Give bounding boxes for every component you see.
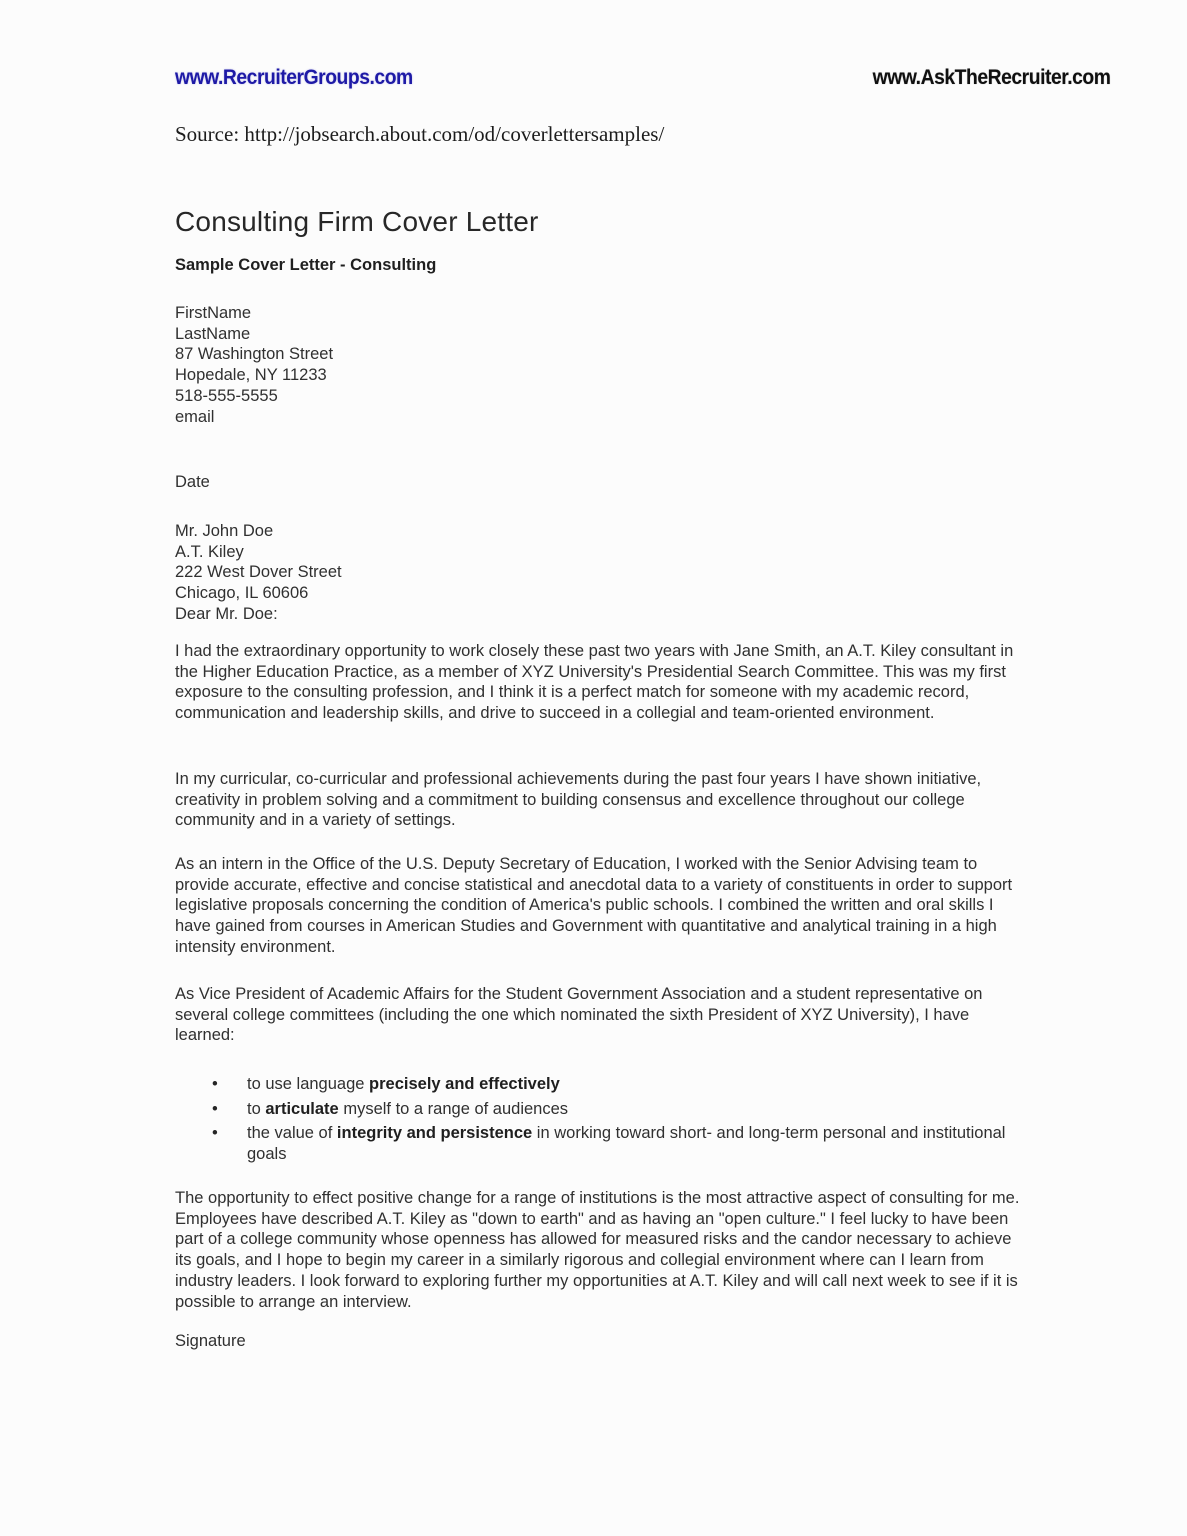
body-paragraph: The opportunity to effect positive change for a range of institutions is the most attractive aspect of consulting for me. Employees have described A.T. Kiley as "down to earth" and as having an "open culture." I feel lucky to have been part of a college community whose openness has allowed for measured risks and the candor necessary to achieve its goals, and I hope to begin my career in a similarly rigorous and collegial environment where can I learn from industry leaders. I look forward to exploring further my opportunities at A.T. Kiley and will call next week to see if it is possible to arrange an interview. bbox=[175, 1189, 1020, 1311]
sender-street: 87 Washington Street bbox=[175, 345, 334, 364]
sender-last-name: LastName bbox=[175, 324, 251, 343]
sender-city-state-zip: Hopedale, NY 11233 bbox=[175, 366, 327, 385]
body-paragraph: As Vice President of Academic Affairs for the Student Government Association and a student representative on several college committees (including the one which nominated the sixth President of XYZ University), I have learned: bbox=[175, 985, 983, 1045]
sender-phone: 518-555-5555 bbox=[175, 386, 278, 405]
recipient-city-state-zip: Chicago, IL 60606 bbox=[175, 584, 309, 603]
sender-address-block bbox=[175, 303, 1020, 427]
recipient-street: 222 West Dover Street bbox=[175, 563, 342, 582]
salutation: Dear Mr. Doe: bbox=[175, 604, 278, 623]
signature-label: Signature bbox=[175, 1332, 246, 1350]
document-subtitle: Sample Cover Letter - Consulting bbox=[175, 256, 437, 274]
list-item: • to articulate myself to a range of audiences bbox=[175, 1099, 1020, 1120]
body-paragraph: I had the extraordinary opportunity to work closely these past two years with Jane Smith, an A.T. Kiley consultant in the Higher Education Practice, as a member of XYZ University's Presidential Search Committee. This was my first exposure to the consulting profession, and I think it is a perfect match for someone with my academic record, communication and leadership skills, and drive to succeed in a collegial and team-oriented environment. bbox=[175, 642, 1014, 723]
list-item: • the value of integrity and persistence in working toward short- and long-term personal and institutional goals bbox=[175, 1123, 1020, 1164]
recipient-company: A.T. Kiley bbox=[175, 542, 244, 561]
letterhead bbox=[175, 66, 1110, 90]
page-title: Consulting Firm Cover Letter bbox=[175, 206, 539, 237]
learned-list bbox=[175, 1074, 1020, 1169]
sender-email: email bbox=[175, 407, 215, 426]
asktherecruiter-link[interactable]: www.AskTheRecruiter.com bbox=[872, 66, 1110, 89]
body-paragraph: As an intern in the Office of the U.S. Deputy Secretary of Education, I worked with the Senior Advising team to provide accurate, effective and concise statistical and anecdotal data to a variety of constituents in order to support legislative proposals concerning the condition of America's public schools. I combined the written and oral skills I have gained from courses in American Studies and Government with quantitative and analytical training in a high intensity environment. bbox=[175, 855, 1013, 956]
body-paragraph: In my curricular, co-curricular and professional achievements during the past four years I have shown initiative, creativity in problem solving and a commitment to building consensus and excellence throughout our college community and in a variety of settings. bbox=[175, 770, 982, 830]
sender-first-name: FirstName bbox=[175, 304, 252, 322]
date-placeholder: Date bbox=[175, 473, 210, 491]
recruitergroups-link[interactable]: www.RecruiterGroups.com bbox=[175, 66, 413, 89]
recipient-address-block bbox=[175, 521, 1020, 625]
source-line: Source: http://jobsearch.about.com/od/coverlettersamples/ bbox=[175, 122, 665, 146]
list-item: • to use language precisely and effectively bbox=[175, 1074, 1020, 1095]
recipient-name: Mr. John Doe bbox=[175, 522, 274, 540]
